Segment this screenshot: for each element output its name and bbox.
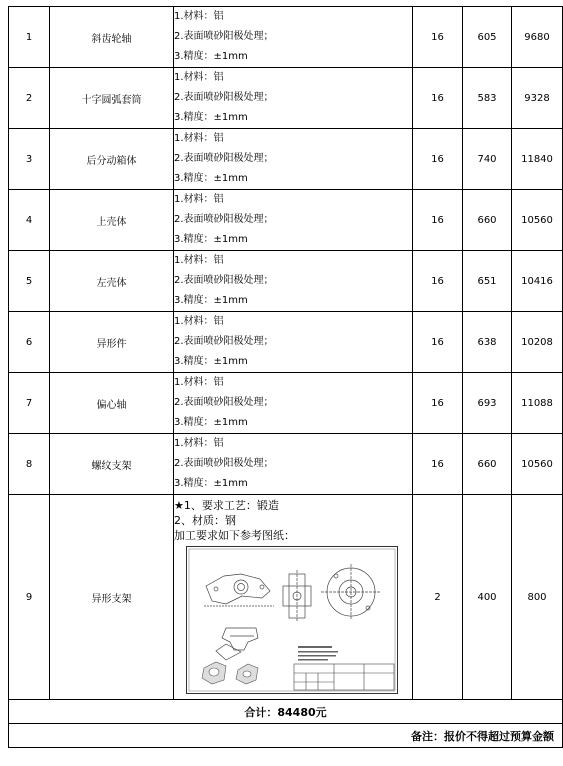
- item-unit-price: 660: [463, 190, 512, 251]
- row-number: 5: [9, 251, 50, 312]
- sum-row: [9, 700, 563, 724]
- table-row: [9, 495, 563, 700]
- spec-line: 3.精度：±1mm: [174, 295, 248, 306]
- item-unit-price: 740: [463, 129, 512, 190]
- spec-line: 2.表面喷砂阳极处理；: [174, 336, 274, 347]
- item-quantity: 16: [413, 434, 463, 495]
- spec-line: 2.表面喷砂阳极处理；: [174, 458, 274, 469]
- spec-line: 1.材料：铝: [174, 255, 224, 266]
- item-total: 11840: [512, 129, 563, 190]
- item-name: 偏心轴: [50, 373, 174, 434]
- spec-line: 2.表面喷砂阳极处理；: [174, 214, 274, 225]
- item-quantity: 16: [413, 7, 463, 68]
- table-row: [9, 7, 563, 68]
- grand-total: 合计：84480元: [9, 700, 563, 724]
- item-quantity: 16: [413, 190, 463, 251]
- spec-line: 3.精度：±1mm: [174, 112, 248, 123]
- table-row: [9, 190, 563, 251]
- item-name: 后分动箱体: [50, 129, 174, 190]
- item-quantity: 16: [413, 373, 463, 434]
- spec-line: 2.表面喷砂阳极处理；: [174, 275, 274, 286]
- spec-line: 1.材料：铝: [174, 194, 224, 205]
- item-spec: [174, 68, 413, 129]
- item-spec: [174, 495, 413, 700]
- spec-line: 1.材料：铝: [174, 133, 224, 144]
- spec-line: 1.材料：铝: [174, 316, 224, 327]
- item-spec: [174, 434, 413, 495]
- remark-note: 备注：报价不得超过预算金额: [9, 724, 563, 748]
- item-unit-price: 693: [463, 373, 512, 434]
- spec-line: 1.材料：铝: [174, 72, 224, 83]
- item-spec: [174, 312, 413, 373]
- row-number: 8: [9, 434, 50, 495]
- item-total: 10416: [512, 251, 563, 312]
- item-spec: [174, 251, 413, 312]
- spec-line: 加工要求如下参考图纸：: [174, 529, 295, 542]
- item-unit-price: 400: [463, 495, 512, 700]
- item-name: 螺纹支架: [50, 434, 174, 495]
- spec-line: 3.精度：±1mm: [174, 356, 248, 367]
- spec-line: 3.精度：±1mm: [174, 478, 248, 489]
- item-name: 左壳体: [50, 251, 174, 312]
- table-row: [9, 129, 563, 190]
- item-total: 9328: [512, 68, 563, 129]
- item-name: 上壳体: [50, 190, 174, 251]
- item-name: 斜齿轮轴: [50, 7, 174, 68]
- spec-line: 2.表面喷砂阳极处理；: [174, 397, 274, 408]
- quote-table: [8, 6, 563, 748]
- spec-line: 2.表面喷砂阳极处理；: [174, 31, 274, 42]
- item-unit-price: 651: [463, 251, 512, 312]
- item-name: 异形件: [50, 312, 174, 373]
- item-quantity: 16: [413, 312, 463, 373]
- row-number: 4: [9, 190, 50, 251]
- item-quantity: 2: [413, 495, 463, 700]
- spec-line: 1.材料：铝: [174, 11, 224, 22]
- row-number: 9: [9, 495, 50, 700]
- item-unit-price: 638: [463, 312, 512, 373]
- item-unit-price: 660: [463, 434, 512, 495]
- table-row: [9, 312, 563, 373]
- item-unit-price: 583: [463, 68, 512, 129]
- spec-line: ★1、要求工艺：锻造: [174, 499, 279, 512]
- spec-line: 2.表面喷砂阳极处理；: [174, 92, 274, 103]
- row-number: 2: [9, 68, 50, 129]
- spec-line: 1.材料：铝: [174, 377, 224, 388]
- item-spec: [174, 373, 413, 434]
- table-row: [9, 373, 563, 434]
- spec-line: 3.精度：±1mm: [174, 417, 248, 428]
- spec-line: 3.精度：±1mm: [174, 51, 248, 62]
- row-number: 6: [9, 312, 50, 373]
- item-quantity: 16: [413, 129, 463, 190]
- item-name: 十字圆弧套筒: [50, 68, 174, 129]
- item-name: 异形支架: [50, 495, 174, 700]
- reference-drawing-image: [186, 546, 398, 694]
- spec-line: 1.材料：铝: [174, 438, 224, 449]
- item-total: 9680: [512, 7, 563, 68]
- row-number: 7: [9, 373, 50, 434]
- spec-line: 3.精度：±1mm: [174, 234, 248, 245]
- item-total: 800: [512, 495, 563, 700]
- table-row: [9, 68, 563, 129]
- item-total: 10560: [512, 190, 563, 251]
- note-row: [9, 724, 563, 748]
- table-row: [9, 434, 563, 495]
- item-spec: [174, 190, 413, 251]
- table-row: [9, 251, 563, 312]
- item-spec: [174, 7, 413, 68]
- item-total: 11088: [512, 373, 563, 434]
- row-number: 1: [9, 7, 50, 68]
- item-quantity: 16: [413, 68, 463, 129]
- item-unit-price: 605: [463, 7, 512, 68]
- spec-line: 2、材质：钢: [174, 514, 236, 527]
- spec-line: 2.表面喷砂阳极处理；: [174, 153, 274, 164]
- item-total: 10560: [512, 434, 563, 495]
- item-spec: [174, 129, 413, 190]
- row-number: 3: [9, 129, 50, 190]
- spec-line: 3.精度：±1mm: [174, 173, 248, 184]
- item-quantity: 16: [413, 251, 463, 312]
- item-total: 10208: [512, 312, 563, 373]
